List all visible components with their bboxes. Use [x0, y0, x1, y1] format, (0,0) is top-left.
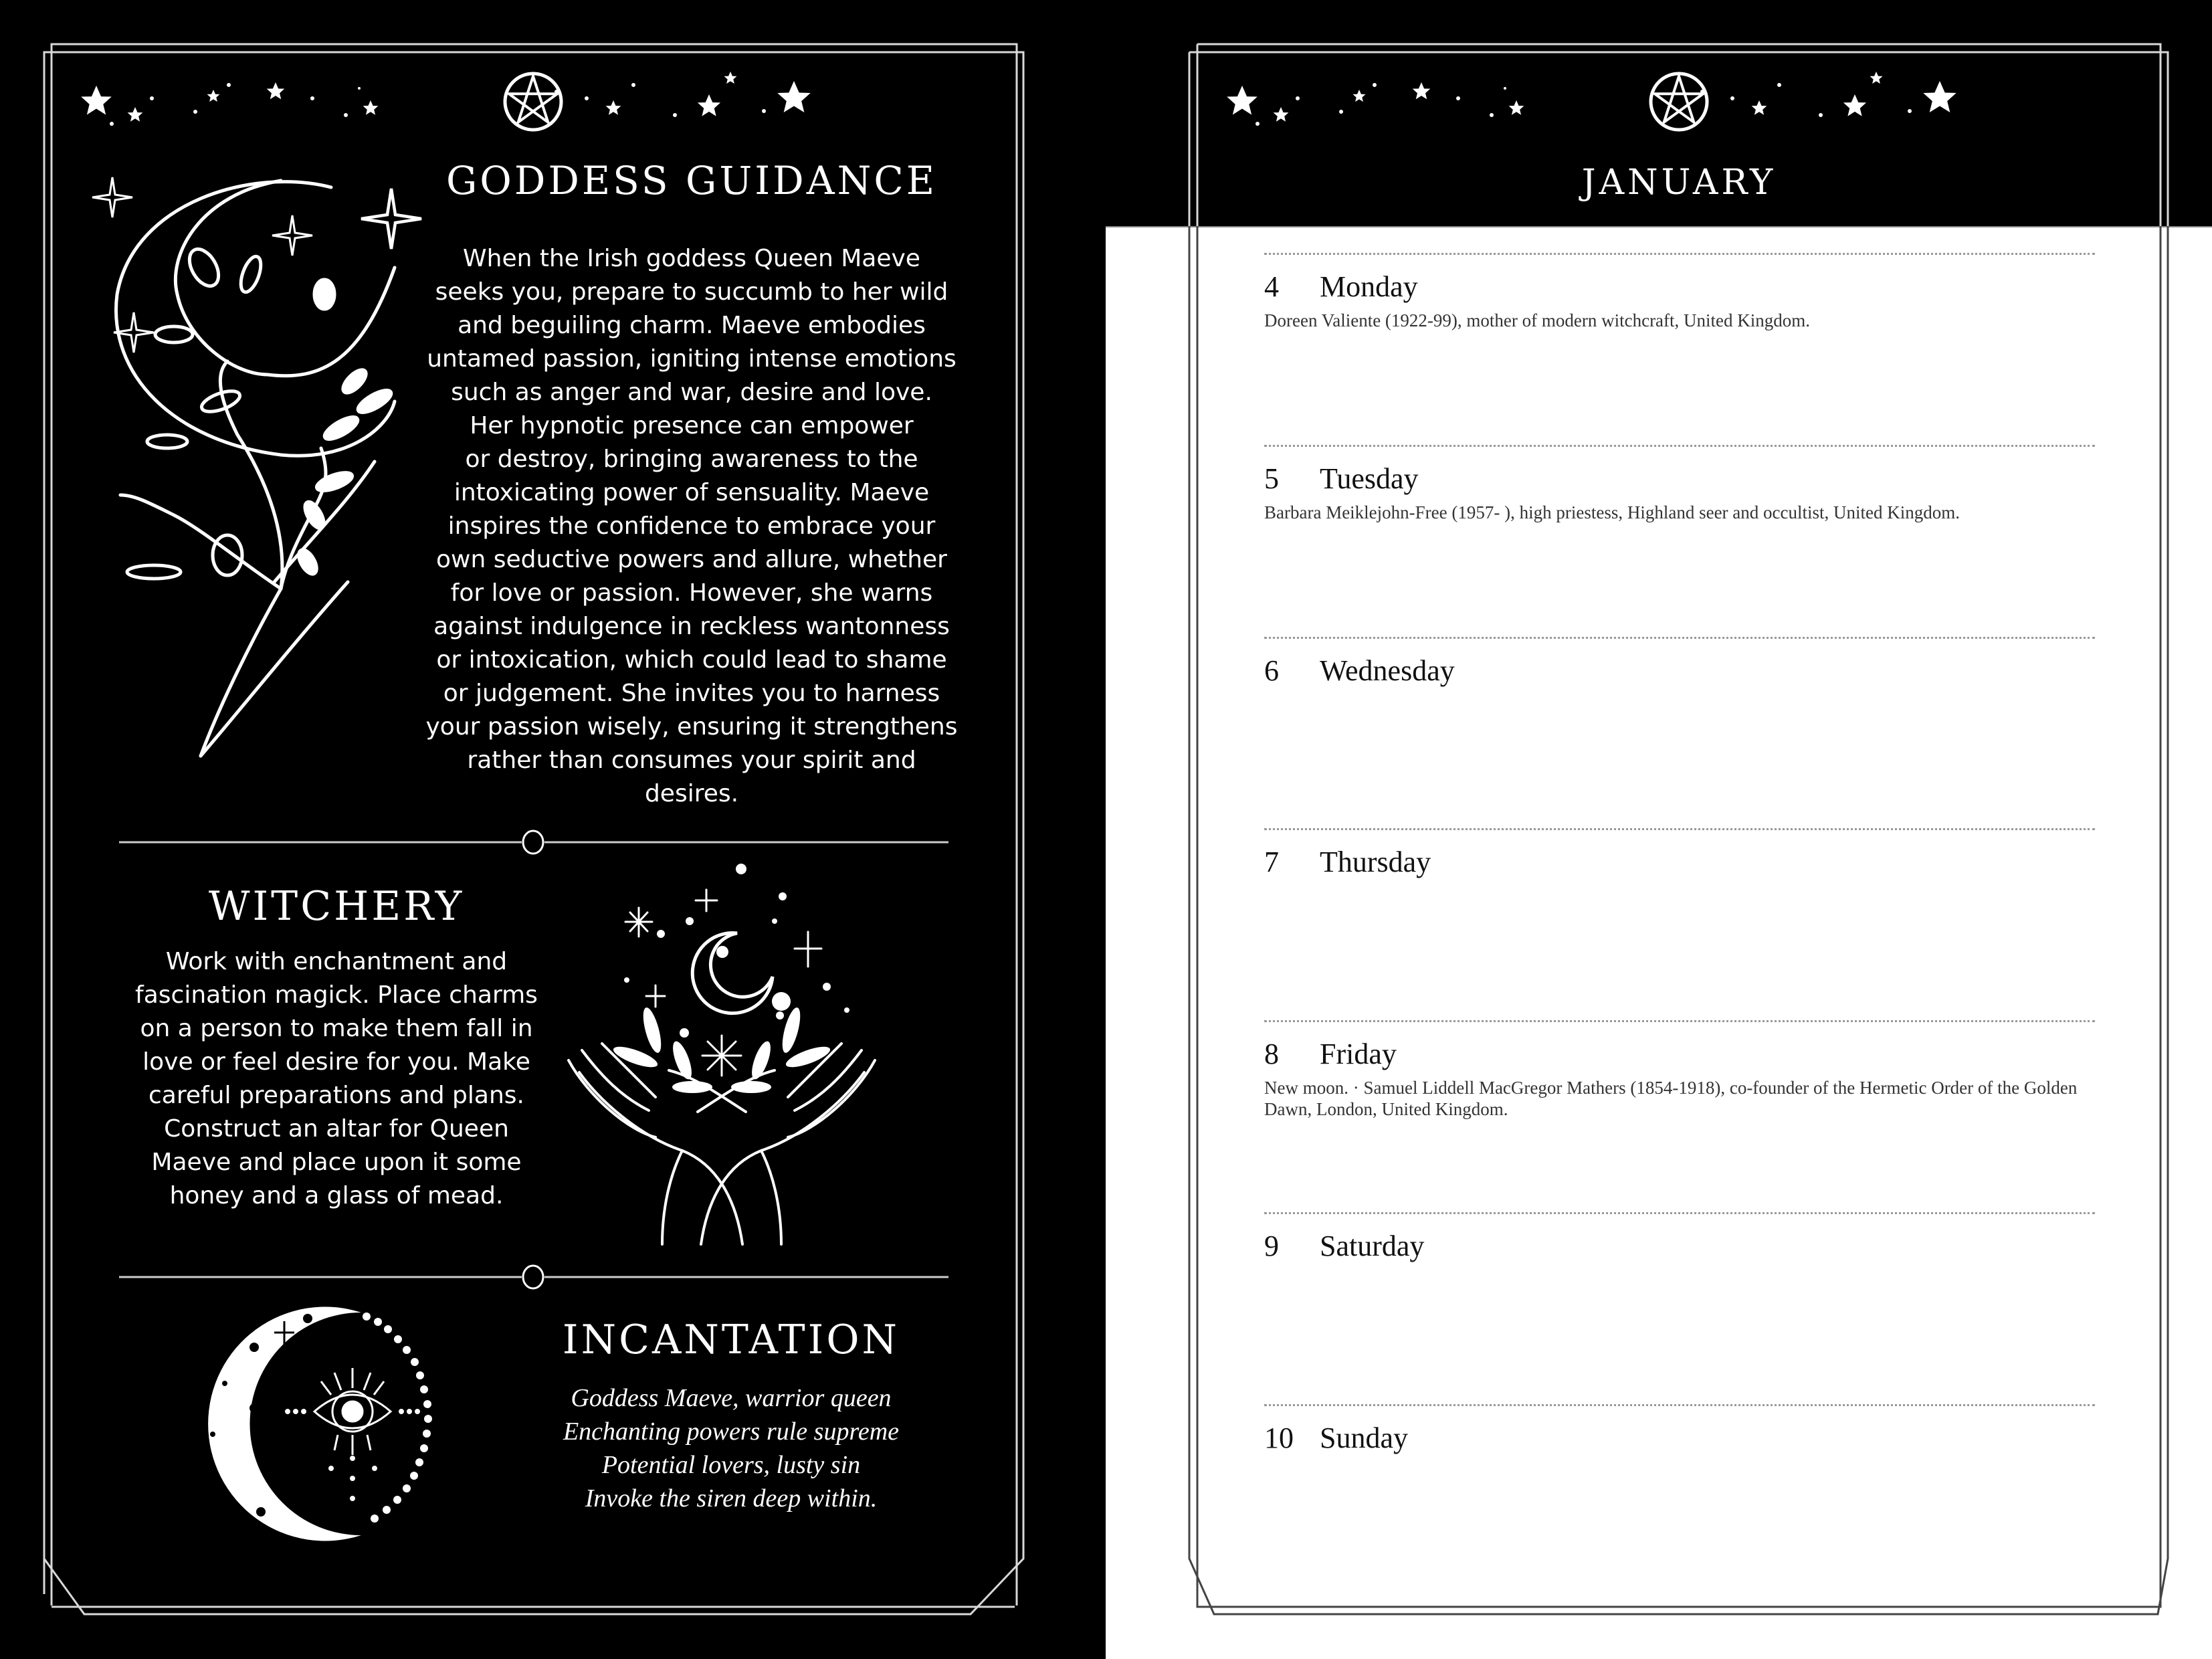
- goddess-guidance-title: GODDESS GUIDANCE: [445, 158, 938, 203]
- body-line: your passion wisely, ensuring it strengthens: [425, 713, 958, 741]
- day-number: 10: [1264, 1422, 1294, 1454]
- month-title: JANUARY: [1581, 163, 1777, 203]
- hands-holding-moon-icon: [569, 864, 875, 1244]
- section-divider-1: [119, 831, 948, 854]
- day-number: 4: [1264, 270, 1279, 303]
- body-line: such as anger and war, desire and love.: [451, 379, 932, 406]
- body-line: rather than consumes your spirit and desires.: [467, 747, 916, 807]
- day-note: New moon. · Samuel Liddell MacGregor Mathers (1854-1918), co-founder of the Hermetic Order of the Golden Dawn, London, United Kingdom.: [1264, 1078, 2078, 1119]
- body-line: Construct an altar for Queen: [164, 1115, 509, 1143]
- body-line: or destroy, bringing awareness to the: [465, 446, 918, 473]
- body-line: or judgement. She invites you to harness: [443, 680, 940, 707]
- verse-line: Invoke the siren deep within.: [585, 1484, 878, 1512]
- day-entry[interactable]: [1264, 445, 2095, 637]
- body-line: on a person to make them fall in: [140, 1015, 533, 1042]
- body-line: intoxicating power of sensuality. Maeve: [454, 479, 930, 506]
- day-number: 5: [1264, 462, 1279, 495]
- day-entry[interactable]: [1264, 828, 2095, 1020]
- witchery-title: WITCHERY: [208, 883, 465, 930]
- body-line: love or feel desire for you. Make: [142, 1048, 530, 1076]
- day-entry[interactable]: [1264, 1212, 2095, 1404]
- crescent-moon-with-flowers-icon: [92, 177, 421, 756]
- body-line: seeks you, prepare to succumb to her wild: [435, 278, 948, 306]
- day-name: Tuesday: [1320, 462, 1419, 495]
- crescent-moon-eye-icon: [208, 1307, 432, 1541]
- day-entry[interactable]: [1264, 637, 2095, 829]
- body-line: inspires the confidence to embrace your: [447, 512, 936, 540]
- verse-line: Goddess Maeve, warrior queen: [571, 1384, 892, 1412]
- day-name: Friday: [1320, 1038, 1397, 1070]
- verse-line: Potential lovers, lusty sin: [601, 1451, 861, 1479]
- incantation-verse: [530, 1381, 932, 1515]
- body-line: Work with enchantment and: [165, 948, 508, 975]
- day-name: Wednesday: [1320, 654, 1455, 687]
- day-entry[interactable]: [1264, 1404, 2095, 1596]
- body-line: Her hypnotic presence can empower: [470, 412, 914, 440]
- day-number: 8: [1264, 1038, 1279, 1070]
- body-line: fascination magick. Place charms: [135, 981, 538, 1009]
- goddess-guidance-body: [424, 242, 959, 811]
- day-note: Doreen Valiente (1922-99), mother of modern witchcraft, United Kingdom.: [1264, 310, 1811, 330]
- section-divider-2: [119, 1266, 948, 1288]
- day-entry[interactable]: [1264, 1020, 2095, 1212]
- body-line: Maeve and place upon it some: [151, 1149, 522, 1176]
- body-line: honey and a glass of mead.: [169, 1182, 504, 1209]
- day-number: 6: [1264, 654, 1279, 687]
- day-name: Sunday: [1320, 1422, 1408, 1454]
- body-line: When the Irish goddess Queen Maeve: [463, 245, 920, 272]
- incantation-title: INCANTATION: [562, 1316, 900, 1363]
- day-note: Barbara Meiklejohn-Free (1957- ), high priestess, Highland seer and occultist, United Kingdom.: [1264, 502, 1960, 522]
- right-header-ornament: [1227, 72, 1956, 130]
- verse-line: Enchanting powers rule supreme: [563, 1418, 900, 1446]
- body-line: or intoxication, which could lead to shame: [436, 646, 947, 674]
- body-line: for love or passion. However, she warns: [450, 579, 933, 607]
- left-header-ornament: [81, 72, 811, 130]
- day-name: Saturday: [1320, 1230, 1425, 1262]
- body-line: untamed passion, igniting intense emotions: [427, 345, 957, 373]
- witchery-body: [129, 945, 544, 1213]
- day-number: 9: [1264, 1230, 1279, 1262]
- day-name: Monday: [1320, 270, 1418, 303]
- day-name: Thursday: [1320, 846, 1431, 878]
- day-entry[interactable]: [1264, 253, 2095, 445]
- day-number: 7: [1264, 846, 1279, 878]
- body-line: and beguiling charm. Maeve embodies: [458, 312, 926, 339]
- body-line: own seductive powers and allure, whether: [436, 546, 947, 573]
- body-line: against indulgence in reckless wantonness: [433, 613, 950, 640]
- body-line: careful preparations and plans.: [148, 1082, 524, 1109]
